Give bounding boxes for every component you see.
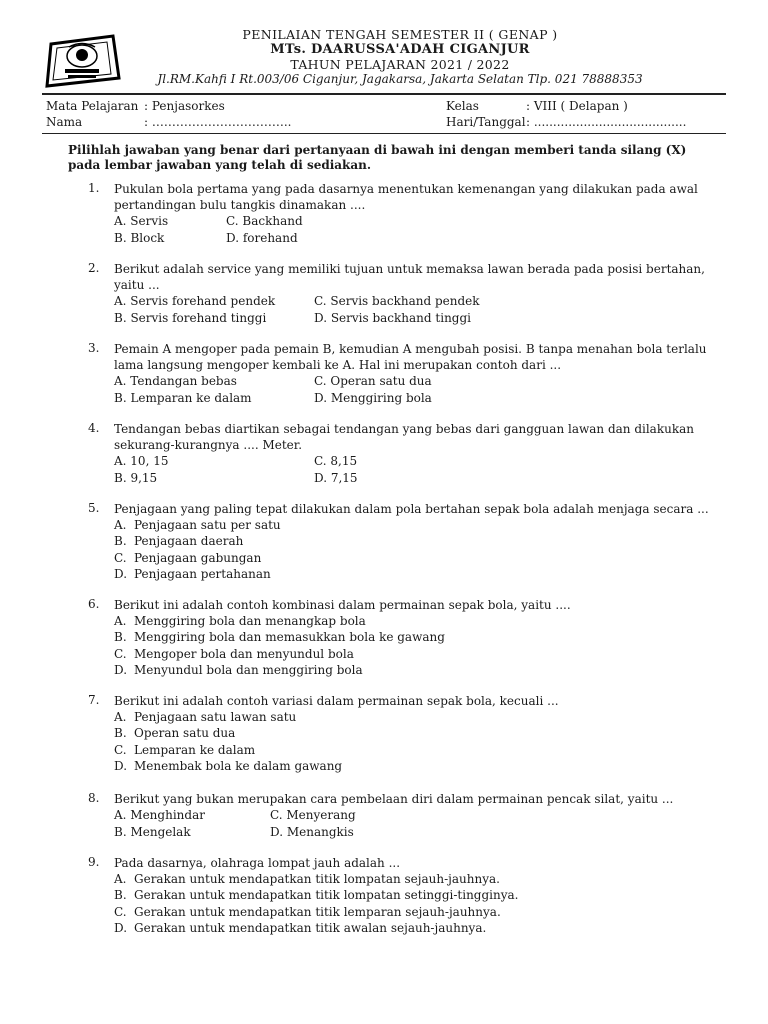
question [88, 261, 718, 326]
answer-option[interactable]: B. Servis forehand tinggi [114, 310, 267, 325]
question [88, 855, 718, 936]
answer-options [114, 293, 718, 326]
question-number: 6. [88, 597, 100, 611]
answer-option[interactable]: D. Menggiring bola [314, 390, 432, 405]
option-letter: D. [114, 920, 128, 935]
header-divider [42, 93, 726, 95]
subject-value: : Penjasorkes [144, 99, 225, 113]
question-text: Pada dasarnya, olahraga lompat jauh adalah ... [114, 856, 401, 870]
option-letter: D. [114, 566, 128, 581]
academic-year: TAHUN PELAJARAN 2021 / 2022 [290, 57, 510, 72]
question-number: 7. [88, 693, 100, 707]
answer-option[interactable] [114, 742, 718, 758]
option-text: Penjagaan satu per satu [134, 518, 281, 532]
option-text: Menembak bola ke dalam gawang [134, 758, 343, 773]
answer-option[interactable] [114, 613, 718, 629]
school-logo [43, 34, 121, 88]
date-label: Hari/Tanggal [446, 115, 526, 129]
question [88, 501, 718, 582]
class-value: : VIII ( Delapan ) [526, 99, 628, 113]
option-letter: B. [114, 630, 127, 645]
answer-options [114, 453, 718, 486]
question-text: Berikut yang bukan merupakan cara pembelaan diri dalam permainan pencak silat, yaitu ... [114, 792, 674, 806]
question-number: 5. [88, 501, 100, 515]
option-text: Gerakan untuk mendapatkan titik awalan sejauh-jauhnya. [134, 920, 487, 935]
option-letter: C. [114, 742, 127, 757]
option-text: Operan satu dua [134, 726, 236, 741]
subject-label: Mata Pelajaran [46, 99, 139, 113]
class-label: Kelas [446, 99, 479, 113]
answer-option[interactable]: B. Lemparan ke dalam [114, 390, 252, 405]
answer-option[interactable]: A. 10, 15 [114, 454, 169, 468]
exam-header [0, 0, 768, 96]
answer-option[interactable] [114, 920, 718, 936]
answer-option[interactable] [114, 904, 718, 920]
question [88, 341, 718, 406]
answer-option[interactable] [114, 566, 718, 582]
question-text: Berikut adalah service yang memiliki tujuan untuk memaksa lawan berada pada posisi bertahan, yaitu ... [114, 262, 705, 292]
answer-option[interactable] [114, 887, 718, 903]
answer-options [114, 373, 718, 406]
answer-option[interactable] [114, 709, 718, 725]
answer-option[interactable]: D. Menangkis [270, 824, 354, 839]
question-number: 8. [88, 791, 100, 805]
answer-option[interactable] [114, 646, 718, 662]
answer-options [114, 807, 718, 840]
option-letter: D. [114, 662, 128, 677]
option-text: Penjagaan satu lawan satu [134, 710, 297, 724]
question-text: Pemain A mengoper pada pemain B, kemudian A mengubah posisi. B tanpa menahan bola terlalu lama langsung mengoper kembali ke A. Hal ini merupakan contoh dari ... [114, 342, 707, 372]
answer-options [114, 709, 718, 774]
option-letter: C. [114, 646, 127, 661]
option-text: Menyundul bola dan menggiring bola [134, 662, 363, 677]
answer-option[interactable]: D. Servis backhand tinggi [314, 310, 471, 325]
question-text: Berikut ini adalah contoh kombinasi dalam permainan sepak bola, yaitu .... [114, 598, 571, 612]
answer-option[interactable] [114, 629, 718, 645]
question-text: Penjagaan yang paling tepat dilakukan dalam pola bertahan sepak bola adalah menjaga secara ... [114, 502, 709, 516]
answer-option[interactable] [114, 758, 718, 774]
question-number: 9. [88, 855, 100, 869]
answer-option[interactable]: C. 8,15 [314, 454, 358, 468]
question-number: 1. [88, 181, 100, 195]
option-text: Gerakan untuk mendapatkan titik lemparan sejauh-jauhnya. [134, 904, 501, 919]
student-info [46, 98, 726, 130]
name-label: Nama [46, 115, 83, 129]
question [88, 791, 718, 840]
exam-title: PENILAIAN TENGAH SEMESTER II ( GENAP ) [242, 27, 558, 42]
answer-option[interactable]: A. Menghindar [114, 808, 205, 822]
option-letter: A. [114, 710, 127, 724]
question-text: Pukulan bola pertama yang pada dasarnya menentukan kemenangan yang dilakukan pada awal pertandingan bulu tangkis dinamakan .... [114, 182, 698, 212]
option-text: Penjagaan pertahanan [134, 566, 271, 581]
answer-option[interactable] [114, 550, 718, 566]
answer-option[interactable]: B. 9,15 [114, 470, 158, 485]
meta-divider [42, 133, 726, 134]
answer-option[interactable]: C. Backhand [226, 214, 303, 228]
answer-options [114, 213, 718, 246]
question-number: 4. [88, 421, 100, 435]
answer-options [114, 871, 718, 936]
question [88, 181, 718, 246]
answer-options [114, 613, 718, 678]
option-letter: B. [114, 534, 127, 549]
answer-option[interactable]: D. 7,15 [314, 470, 358, 485]
school-address: Jl.RM.Kahfi I Rt.003/06 Ciganjur, Jagakarsa, Jakarta Selatan Tlp. 021 78888353 [157, 72, 643, 86]
question [88, 597, 718, 678]
question-number: 2. [88, 261, 100, 275]
answer-option[interactable] [114, 871, 718, 887]
option-letter: A. [114, 614, 127, 628]
answer-option[interactable]: A. Servis [114, 214, 169, 228]
question [88, 421, 718, 486]
answer-option[interactable] [114, 517, 718, 533]
option-letter: A. [114, 518, 127, 532]
school-name: MTs. DAARUSSA'ADAH CIGANJUR [270, 42, 530, 57]
answer-option[interactable]: A. Tendangan bebas [114, 374, 237, 388]
option-text: Penjagaan gabungan [134, 550, 262, 565]
option-text: Penjagaan daerah [134, 534, 244, 549]
answer-option[interactable] [114, 725, 718, 741]
option-text: Gerakan untuk mendapatkan titik lompatan sejauh-jauhnya. [134, 872, 500, 886]
answer-option[interactable] [114, 533, 718, 549]
answer-option[interactable]: D. forehand [226, 230, 298, 245]
question-text: Tendangan bebas diartikan sebagai tendangan yang bebas dari gangguan lawan dan dilakukan sekurang-kurangnya .... Meter. [114, 422, 694, 452]
answer-options [114, 517, 718, 582]
option-letter: C. [114, 904, 127, 919]
answer-option[interactable] [114, 662, 718, 678]
option-letter: B. [114, 726, 127, 741]
option-text: Gerakan untuk mendapatkan titik lompatan setinggi-tingginya. [134, 888, 519, 903]
option-text: Menggiring bola dan memasukkan bola ke gawang [134, 630, 445, 645]
option-letter: D. [114, 758, 128, 773]
answer-option[interactable]: B. Mengelak [114, 824, 191, 839]
option-text: Menggiring bola dan menangkap bola [134, 614, 366, 628]
option-letter: B. [114, 888, 127, 903]
question-number: 3. [88, 341, 100, 355]
answer-option[interactable]: C. Menyerang [270, 808, 356, 822]
option-letter: C. [114, 550, 127, 565]
question-text: Berikut ini adalah contoh variasi dalam permainan sepak bola, kecuali ... [114, 694, 559, 708]
answer-option[interactable]: A. Servis forehand pendek [114, 294, 276, 308]
date-value: : ........................................ [526, 115, 687, 129]
option-letter: A. [114, 872, 127, 886]
answer-option[interactable]: C. Operan satu dua [314, 374, 432, 388]
option-text: Mengoper bola dan menyundul bola [134, 646, 354, 661]
name-value: : …………………………….. [144, 115, 292, 129]
option-text: Lemparan ke dalam [134, 742, 256, 757]
answer-option[interactable]: B. Block [114, 230, 165, 245]
answer-option[interactable]: C. Servis backhand pendek [314, 294, 480, 308]
question [88, 693, 718, 774]
instructions: Pilihlah jawaban yang benar dari pertanyaan di bawah ini dengan memberi tanda silang (X) pada lembar jawaban yang telah di sediakan. [68, 143, 687, 172]
